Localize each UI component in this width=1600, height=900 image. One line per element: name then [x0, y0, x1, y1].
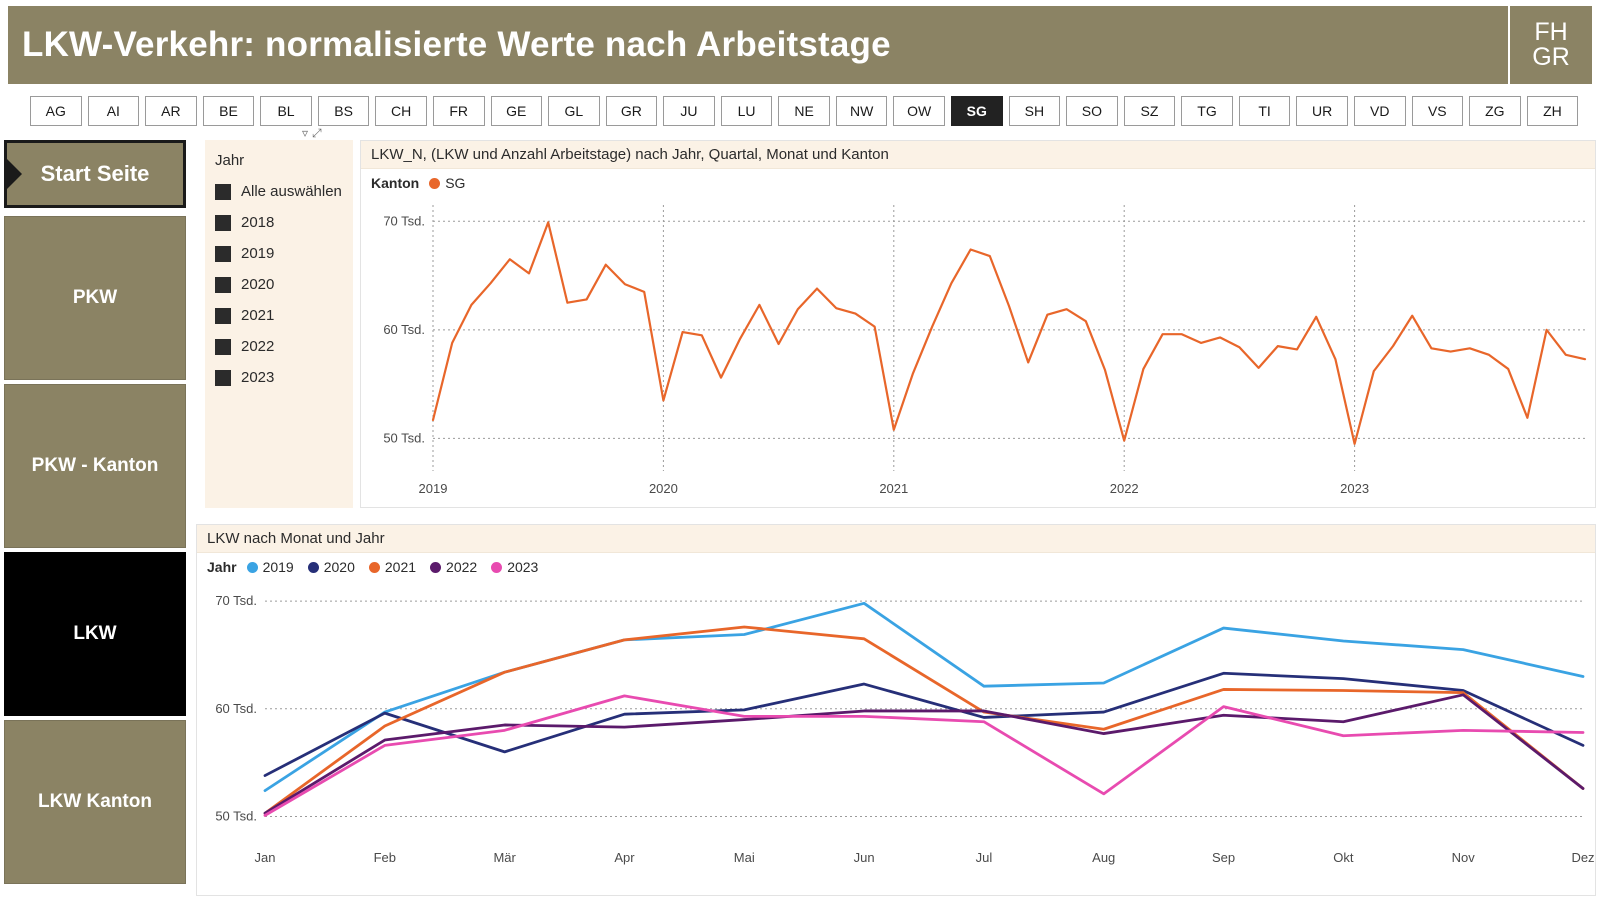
x-axis-tick-label: 2022 [1109, 481, 1139, 496]
canton-button-tg[interactable]: TG [1181, 96, 1233, 126]
legend-entry-label: SG [445, 175, 466, 191]
legend-dot-icon [491, 562, 502, 573]
legend-entry-2019[interactable] [247, 559, 294, 575]
checkbox-icon[interactable] [215, 308, 231, 324]
legend-dot-icon [429, 178, 440, 189]
legend-entry-sg[interactable] [429, 175, 465, 191]
x-axis-tick-label: Dez [1571, 850, 1595, 865]
canton-button-vs[interactable]: VS [1412, 96, 1464, 126]
fhgr-logo [1508, 6, 1592, 84]
canton-button-zg[interactable]: ZG [1469, 96, 1521, 126]
canton-button-vd[interactable]: VD [1354, 96, 1406, 126]
x-axis-tick-label: Aug [1092, 850, 1116, 865]
nav-item-pkw-kanton[interactable] [4, 384, 186, 548]
legend-entry-label: 2019 [262, 559, 294, 575]
canton-button-gr[interactable]: GR [606, 96, 658, 126]
canton-button-ag[interactable]: AG [30, 96, 82, 126]
nav-item-label: LKW Kanton [38, 791, 152, 812]
x-axis-tick-label: Jun [853, 850, 875, 865]
legend-entry-label: 2022 [446, 559, 478, 575]
canton-button-ai[interactable]: AI [88, 96, 140, 126]
x-axis-tick-label: Jan [254, 850, 276, 865]
canton-button-ti[interactable]: TI [1239, 96, 1291, 126]
checkbox-icon[interactable] [215, 215, 231, 231]
year-slicer-item-2023[interactable] [215, 369, 343, 386]
canton-button-gl[interactable]: GL [548, 96, 600, 126]
year-slicer-item-2020[interactable] [215, 276, 343, 293]
y-axis-tick-label: 50 Tsd. [215, 808, 257, 824]
legend-dot-icon [308, 562, 319, 573]
legend-entry-2020[interactable] [308, 559, 355, 575]
nav-item-label: PKW [72, 287, 118, 308]
canton-button-ne[interactable]: NE [778, 96, 830, 126]
logo-line-1: FH [1534, 18, 1568, 46]
timeseries-legend [361, 169, 1595, 191]
x-axis-tick-label: Mai [733, 850, 755, 865]
timeseries-legend-name: Kanton [371, 175, 420, 191]
page-header [8, 6, 1592, 84]
checkbox-icon[interactable] [215, 277, 231, 293]
legend-dot-icon [430, 562, 441, 573]
series-line-2022 [265, 695, 1583, 813]
canton-button-ch[interactable]: CH [375, 96, 427, 126]
canton-button-fr[interactable]: FR [433, 96, 485, 126]
canton-button-ju[interactable]: JU [663, 96, 715, 126]
x-axis-tick-label: 2021 [879, 481, 909, 496]
timeseries-chart-panel [360, 140, 1596, 508]
canton-button-sg[interactable]: SG [951, 96, 1003, 126]
year-slicer-item-alle-ausw-hlen[interactable] [215, 183, 343, 200]
plot-bottom-svg [197, 575, 1595, 880]
timeseries-plot [361, 191, 1595, 511]
checkbox-icon[interactable] [215, 370, 231, 386]
legend-entry-label: 2020 [323, 559, 355, 575]
year-slicer-item-label: 2021 [241, 307, 275, 324]
x-axis-tick-label: Okt [1333, 850, 1354, 865]
year-slicer-item-label: 2022 [241, 338, 275, 355]
legend-dot-icon [369, 562, 380, 573]
y-axis-tick-label: 60 Tsd. [215, 700, 257, 716]
year-slicer-item-label: Alle auswählen [241, 183, 342, 200]
x-axis-tick-label: Feb [373, 850, 397, 865]
canton-button-so[interactable]: SO [1066, 96, 1118, 126]
year-slicer-title: Jahr [215, 152, 245, 169]
canton-button-sz[interactable]: SZ [1124, 96, 1176, 126]
left-navigation [4, 140, 186, 888]
plot-top-svg [361, 191, 1595, 511]
canton-button-ge[interactable]: GE [491, 96, 543, 126]
canton-button-ur[interactable]: UR [1296, 96, 1348, 126]
x-axis-tick-label: Jul [975, 850, 993, 865]
focus-icon[interactable]: ⤢ [312, 126, 326, 140]
canton-button-zh[interactable]: ZH [1527, 96, 1579, 126]
year-slicer-items[interactable] [215, 183, 343, 386]
year-slicer-item-label: 2019 [241, 245, 275, 262]
monthly-legend [197, 553, 1595, 575]
year-slicer-item-2018[interactable] [215, 214, 343, 231]
canton-filter-strip[interactable] [30, 96, 1578, 126]
canton-button-ar[interactable]: AR [145, 96, 197, 126]
legend-entry-2021[interactable] [369, 559, 416, 575]
canton-button-nw[interactable]: NW [836, 96, 888, 126]
nav-start-label: Start Seite [40, 161, 150, 186]
x-axis-tick-label: Sep [1211, 850, 1236, 865]
year-slicer-item-2019[interactable] [215, 245, 343, 262]
series-line-SG [433, 222, 1585, 443]
year-slicer-item-label: 2020 [241, 276, 275, 293]
legend-entry-label: 2021 [384, 559, 417, 575]
year-slicer-item-2022[interactable] [215, 338, 343, 355]
logo-line-2: GR [1532, 43, 1570, 71]
nav-item-lkw-kanton[interactable] [4, 720, 186, 884]
canton-button-bs[interactable]: BS [318, 96, 370, 126]
monthly-legend-name: Jahr [207, 559, 237, 575]
x-axis-tick-label: Mär [493, 850, 516, 865]
series-line-2020 [265, 673, 1583, 775]
year-slicer[interactable] [205, 140, 353, 508]
canton-button-ow[interactable]: OW [893, 96, 945, 126]
x-axis-tick-label: 2019 [418, 481, 448, 496]
x-axis-tick-label: 2023 [1340, 481, 1370, 496]
checkbox-icon[interactable] [215, 339, 231, 355]
checkbox-icon[interactable] [215, 246, 231, 262]
x-axis-tick-label: Nov [1451, 850, 1475, 865]
series-line-2023 [265, 696, 1583, 816]
canton-button-sh[interactable]: SH [1009, 96, 1061, 126]
canton-button-bl[interactable]: BL [260, 96, 312, 126]
y-axis-tick-label: 70 Tsd. [383, 213, 425, 229]
legend-entry-2022[interactable] [430, 559, 477, 575]
timeseries-chart-title: LKW_N, (LKW und Anzahl Arbeitstage) nach Jahr, Quartal, Monat und Kanton [361, 141, 1595, 169]
year-slicer-item-label: 2018 [241, 214, 275, 231]
legend-entry-label: 2023 [507, 559, 539, 575]
nav-item-label: LKW [73, 623, 117, 644]
monthly-chart-title: LKW nach Monat und Jahr [197, 525, 1595, 553]
nav-item-lkw[interactable] [4, 552, 186, 716]
back-arrow-icon [6, 158, 22, 190]
x-axis-tick-label: Apr [614, 850, 635, 865]
monthly-chart-panel [196, 524, 1596, 896]
monthly-plot [197, 575, 1595, 880]
slicer-tools[interactable] [302, 126, 326, 141]
filter-icon[interactable]: ▿ [302, 126, 313, 140]
canton-button-be[interactable]: BE [203, 96, 255, 126]
page-title: LKW-Verkehr: normalisierte Werte nach Arbeitstage [22, 25, 891, 64]
y-axis-tick-label: 50 Tsd. [383, 430, 425, 446]
nav-item-pkw[interactable] [4, 216, 186, 380]
y-axis-tick-label: 60 Tsd. [383, 321, 425, 337]
nav-item-label: PKW - Kanton [31, 455, 159, 476]
year-slicer-item-label: 2023 [241, 369, 275, 386]
nav-start-seite[interactable] [4, 140, 186, 208]
legend-dot-icon [247, 562, 258, 573]
series-line-2019 [265, 603, 1583, 790]
checkbox-icon[interactable] [215, 184, 231, 200]
x-axis-tick-label: 2020 [648, 481, 678, 496]
year-slicer-item-2021[interactable] [215, 307, 343, 324]
y-axis-tick-label: 70 Tsd. [215, 593, 257, 609]
legend-entry-2023[interactable] [491, 559, 538, 575]
canton-button-lu[interactable]: LU [721, 96, 773, 126]
